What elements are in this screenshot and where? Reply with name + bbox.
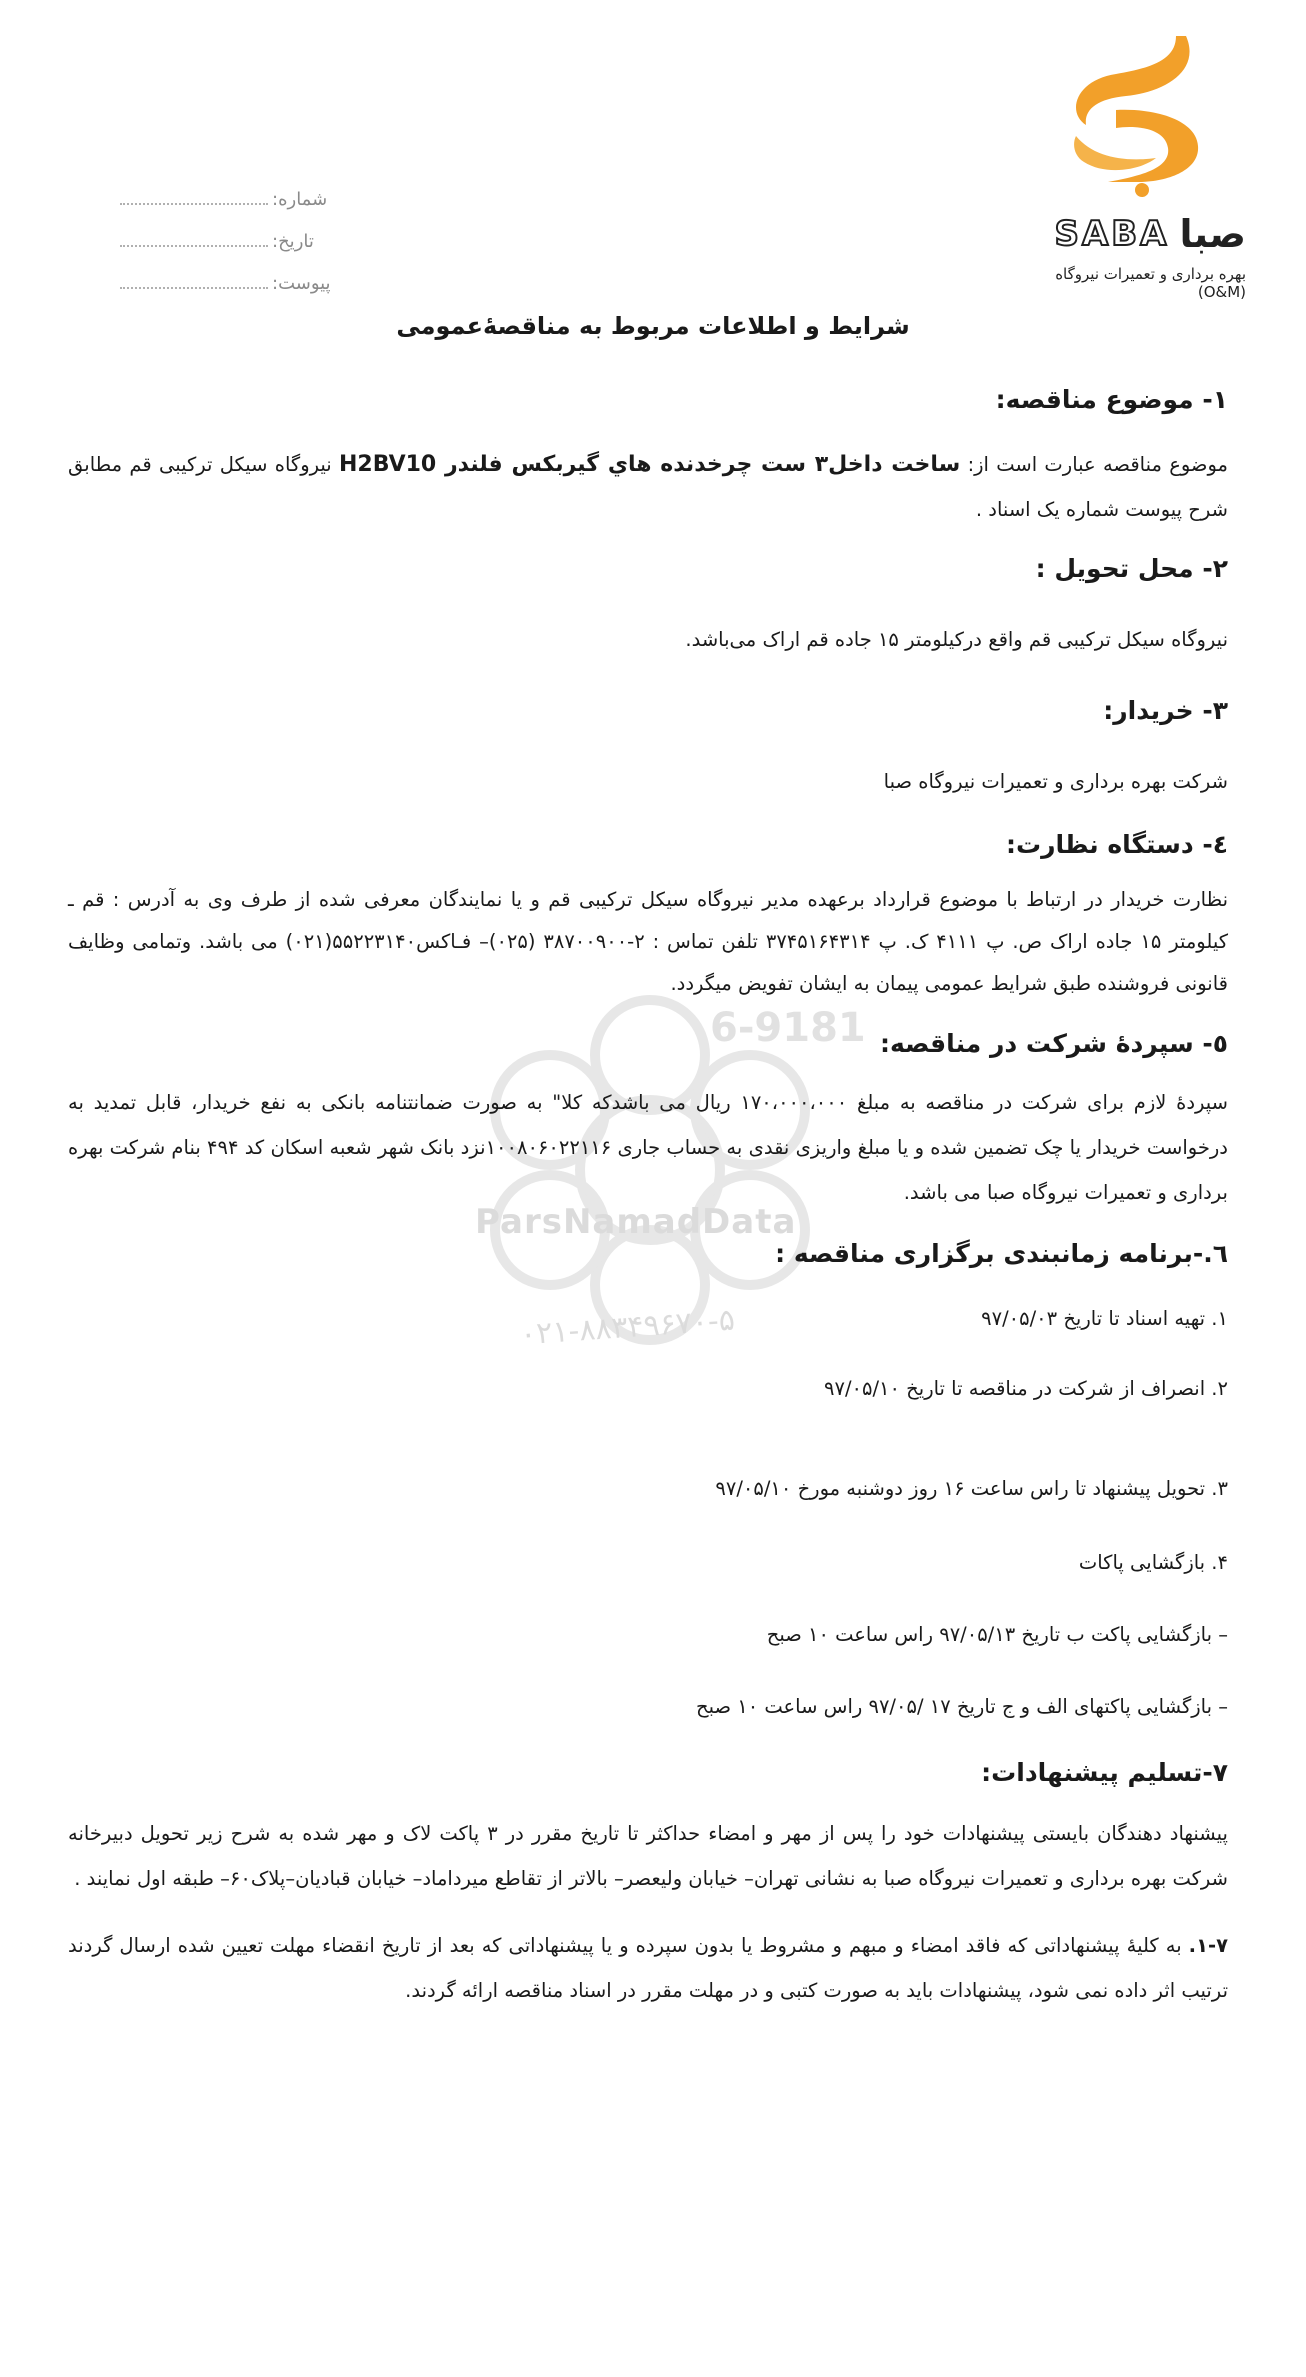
section-submission-text: پیشنهاد دهندگان بایستی پیشنهادات خود را پس از مهر و امضاء حداکثر تا تاریخ مقرر در ۳ پاکت لاک و مهر شده به شرح زیر تحویل دبیرخانه شرکت بهره برداری و تعمیرات نیروگاه صبا به نشانی تهران– خیابان ولیعصر– بالاتر از تقاطع میرداماد– خیابان قبادیان–پلاک۶۰– طبقه اول نمایند . — [68, 1822, 1228, 1890]
watermark-phone: ۰۲۱-۸۸۳۴۹۶۷۰-۵ — [519, 1302, 736, 1353]
watermark-number: 6-9181 — [710, 1005, 866, 1051]
section-submission — [68, 1758, 1228, 2013]
schedule-item: ۴. بازگشایی پاکات — [1078, 1551, 1228, 1574]
section-deposit-text: سپردهٔ لازم برای شرکت در مناقصه به مبلغ ۱۷۰،۰۰۰،۰۰۰ ریال می باشدکه کلا" به صورت ضمانتنامه بانکی به نفع خریدار، قابل تمدید به درخواست خریدار یا چک تضمین شده و یا مبلغ واریزی نقدی به حساب جاری ۱۰۰۸۰۶۰۲۲۱۱۶نزد بانک شهر شعبه اسکان کد ۴۹۴ بنام شرکت بهره برداری و تعمیرات نیروگاه صبا می باشد. — [68, 1091, 1228, 1204]
meta-number-line — [120, 193, 268, 205]
submission-note-label: ۱-۷. — [1188, 1934, 1228, 1957]
meta-date-row — [120, 220, 340, 262]
schedule-item: ۲. انصراف از شرکت در مناقصه تا تاریخ ۹۷/۰۵/۱۰ — [824, 1377, 1228, 1400]
meta-attachment-row — [120, 262, 340, 304]
section-subject-text — [68, 442, 1228, 532]
subject-intro: موضوع مناقصه عبارت است از: — [967, 453, 1228, 476]
brand-english: SABA — [1054, 214, 1170, 254]
schedule-item: ۳. تحویل پیشنهاد تا راس ساعت ۱۶ روز دوشنبه مورخ ۹۷/۰۵/۱۰ — [715, 1477, 1228, 1500]
document-body — [68, 385, 1228, 2013]
meta-number-label: شماره: — [272, 188, 328, 210]
section-delivery-text: نیروگاه سیکل ترکیبی قم واقع درکیلومتر ۱۵ جاده قم اراک می‌باشد. — [685, 628, 1228, 651]
saba-logo-icon — [1046, 30, 1216, 200]
section-supervision-text: نظارت خریدار در ارتباط با موضوع قرارداد برعهده مدیر نیروگاه سیکل ترکیبی قم و یا نمایندگان معرفی شده از طرف وی به آدرس : قم ـ کیلومتر ۱۵ جاده اراک ص. پ ۴۱۱۱ ک. پ ۳۷۴۵۱۶۴۳۱۴ تلفن تماس : ۲-۳۸۷۰۰۹۰۰ (۰۲۵)– فـاکس۵۵۲۲۳۱۴۰(۰۲۱) می باشد. وتمامی وظایف قانونی فروشنده طبق شرایط عمومی پیمان به ایشان تفویض میگردد. — [68, 888, 1228, 995]
section-submission-note — [68, 1923, 1228, 2013]
company-logo — [1016, 30, 1246, 301]
section-submission-heading: ۷-تسلیم پیشنهادات: — [981, 1758, 1228, 1787]
section-buyer-heading: ۳- خریدار: — [1103, 696, 1228, 725]
schedule-item: ۱. تهیه اسناد تا تاریخ ۹۷/۰۵/۰۳ — [981, 1307, 1228, 1330]
meta-attachment-line — [120, 277, 268, 289]
section-supervision — [68, 830, 1228, 1005]
subject-tail: نیروگاه سیکل ترکیبی قم مطابق شرح پیوست شماره یک اسناد . — [68, 453, 1228, 521]
meta-date-label: تاریخ: — [272, 230, 314, 252]
section-buyer-text: شرکت بهره برداری و تعمیرات نیروگاه صبا — [883, 770, 1228, 793]
schedule-item: – بازگشایی پاکت ب تاریخ ۹۷/۰۵/۱۳ راس ساعت ۱۰ صبح — [766, 1623, 1228, 1646]
meta-number-row — [120, 178, 340, 220]
section-deposit — [68, 1029, 1228, 1215]
meta-attachment-label: پیوست: — [272, 272, 331, 294]
section-subject-heading: ۱- موضوع مناقصه: — [995, 385, 1228, 414]
section-buyer — [68, 696, 1228, 804]
brand-row — [1016, 212, 1246, 256]
submission-note-text: به کلیهٔ پیشنهاداتی که فاقد امضاء و مبهم و مشروط یا بدون سپرده و یا پیشنهاداتی که بعد از تاریخ انقضاء مهلت تعیین شده ارسال گردند ترتیب اثر داده نمی شود، پیشنهادات باید به صورت کتبی و در مهلت مقرر در اسناد مناقصه ارائه گردند. — [68, 1934, 1228, 2002]
brand-persian: صبا — [1179, 212, 1246, 256]
letter-meta — [120, 178, 340, 304]
subject-item: ساخت داخل۳ ست چرخدنده هاي گيربكس فلندر H2BV10 — [338, 452, 961, 477]
section-supervision-heading: ٤- دستگاه نظارت: — [1006, 830, 1228, 859]
section-delivery-heading: ۲- محل تحویل : — [1035, 554, 1228, 583]
meta-date-line — [120, 235, 268, 247]
section-delivery — [68, 554, 1228, 662]
document-title: شرایط و اطلاعات مربوط به مناقصهٔ‌عمومی — [396, 312, 910, 340]
section-schedule-heading: ٦.-برنامه زمانبندی برگزاری مناقصه : — [775, 1239, 1228, 1268]
section-subject — [68, 385, 1228, 532]
brand-tagline: بهره برداری و تعمیرات نیروگاه (O&M) — [1055, 265, 1246, 301]
schedule-item: – بازگشایی پاکتهای الف و ج تاریخ ۱۷ /۹۷/۰۵ راس ساعت ۱۰ صبح — [696, 1695, 1228, 1718]
section-deposit-heading: ٥- سپردهٔ شرکت در مناقصه: — [880, 1029, 1228, 1058]
section-schedule — [68, 1239, 1228, 1722]
watermark-brand: ParsNamadData — [475, 1202, 797, 1242]
